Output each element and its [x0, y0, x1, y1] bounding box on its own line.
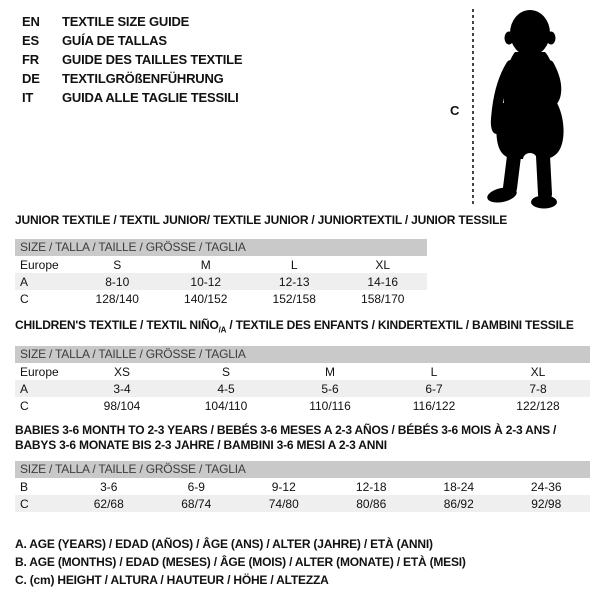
section-title-babies — [15, 423, 556, 453]
title-subscript: /A — [218, 325, 227, 335]
table-cell: 10-12 — [190, 274, 222, 289]
table-cell: C — [20, 496, 29, 511]
table-cell: 18-24 — [443, 479, 475, 494]
language-code: FR — [22, 52, 39, 67]
table-cell: S — [113, 257, 122, 272]
table-cell: 14-16 — [367, 274, 399, 289]
table-cell: XL — [530, 364, 546, 379]
table-cell: 92/98 — [531, 496, 562, 511]
guide-title: GUIDA ALLE TAGLIE TESSILI — [62, 90, 239, 105]
table-cell: 24-36 — [530, 479, 562, 494]
list-item — [22, 12, 242, 31]
guide-title: GUÍA DE TALLAS — [62, 33, 167, 48]
table-cell: C — [20, 291, 29, 306]
children-size-table — [15, 346, 590, 414]
table-row — [15, 380, 590, 397]
table-cell: S — [221, 364, 230, 379]
table-cell: XS — [113, 364, 130, 379]
table-row — [15, 495, 590, 512]
table-row — [15, 290, 427, 307]
table-cell: 74/80 — [268, 496, 299, 511]
section-title-junior: JUNIOR TEXTILE / TEXTIL JUNIOR/ TEXTILE JUNIOR / JUNIORTEXTIL / JUNIOR TESSILE — [15, 213, 508, 227]
table-cell: Europe — [20, 364, 59, 379]
table-cell: L — [290, 257, 298, 272]
guide-title: GUIDE DES TAILLES TEXTILE — [62, 52, 243, 67]
list-item — [22, 88, 242, 107]
table-cell: 5-6 — [321, 381, 339, 396]
title-text: CHILDREN'S TEXTILE / TEXTIL NIÑO — [15, 318, 219, 332]
table-cell: 6-9 — [187, 479, 205, 494]
list-item — [22, 50, 242, 69]
height-measure-label: C — [450, 103, 460, 118]
table-cell: 8-10 — [105, 274, 130, 289]
guide-title: TEXTILE SIZE GUIDE — [62, 14, 190, 29]
table-cell: A — [20, 381, 29, 396]
section-title-children — [15, 318, 574, 337]
title-line: BABIES 3-6 MONTH TO 2-3 YEARS / BEBÉS 3-6 MESES A 2-3 AÑOS / BÉBÉS 3-6 MOIS À 2-3 ANS / — [15, 423, 557, 437]
table-cell: 12-13 — [278, 274, 310, 289]
table-cell: Europe — [20, 257, 59, 272]
table-row — [15, 256, 427, 273]
table-cell: L — [430, 364, 438, 379]
junior-size-table — [15, 239, 427, 307]
table-cell: 80/86 — [356, 496, 387, 511]
table-cell: 68/74 — [181, 496, 212, 511]
table-cell: 9-12 — [271, 479, 296, 494]
table-cell: 152/158 — [272, 291, 316, 306]
toddler-silhouette-image — [483, 8, 578, 210]
table-cell: 122/128 — [516, 398, 560, 413]
table-cell: 140/152 — [184, 291, 228, 306]
table-row — [15, 397, 590, 414]
table-row — [15, 363, 590, 380]
language-code: IT — [22, 90, 34, 105]
table-cell: 86/92 — [443, 496, 474, 511]
language-title-list — [22, 12, 242, 107]
table-cell: 3-6 — [100, 479, 118, 494]
table-cell: 128/140 — [95, 291, 139, 306]
table-cell: B — [20, 479, 29, 494]
table-cell: C — [20, 398, 29, 413]
language-code: ES — [22, 33, 39, 48]
height-measure-dashed-line — [472, 9, 474, 206]
table-cell: 12-18 — [355, 479, 387, 494]
title-text: / TEXTILE DES ENFANTS / KINDERTEXTIL / BAMBINI TESSILE — [226, 318, 574, 332]
size-header-bar: SIZE / TALLA / TAILLE / GRÖSSE / TAGLIA — [15, 461, 590, 478]
table-cell: 104/110 — [204, 398, 248, 413]
legend-note-c: C. (cm) HEIGHT / ALTURA / HAUTEUR / HÖHE / ALTEZZA — [15, 573, 329, 587]
table-cell: M — [325, 364, 335, 379]
table-row — [15, 273, 427, 290]
language-code: DE — [22, 71, 40, 86]
table-cell: 3-4 — [113, 381, 131, 396]
table-cell: 110/116 — [309, 398, 351, 413]
table-cell: XL — [375, 257, 391, 272]
table-cell: 4-5 — [217, 381, 235, 396]
table-cell: 7-8 — [529, 381, 547, 396]
legend-note-b: B. AGE (MONTHS) / EDAD (MESES) / ÂGE (MOIS) / ALTER (MONATE) / ETÀ (MESI) — [15, 555, 466, 569]
table-cell: 116/122 — [412, 398, 456, 413]
table-cell: 62/68 — [93, 496, 124, 511]
title-line: BABYS 3-6 MONATE BIS 2-3 JAHRE / BAMBINI 3-6 MESI A 2-3 ANNI — [15, 438, 387, 452]
guide-title: TEXTILGRÖßENFÜHRUNG — [62, 71, 224, 86]
table-cell: 98/104 — [103, 398, 141, 413]
table-cell: 6-7 — [425, 381, 443, 396]
table-cell: 158/170 — [361, 291, 405, 306]
table-cell: A — [20, 274, 29, 289]
legend-note-a: A. AGE (YEARS) / EDAD (AÑOS) / ÂGE (ANS) / ALTER (JAHRE) / ETÀ (ANNI) — [15, 537, 433, 551]
legend-notes — [15, 535, 466, 589]
list-item — [22, 69, 242, 88]
babies-size-table — [15, 461, 590, 512]
language-code: EN — [22, 14, 40, 29]
table-row — [15, 478, 590, 495]
size-header-bar: SIZE / TALLA / TAILLE / GRÖSSE / TAGLIA — [15, 346, 590, 363]
list-item — [22, 31, 242, 50]
table-cell: M — [200, 257, 211, 272]
size-header-bar: SIZE / TALLA / TAILLE / GRÖSSE / TAGLIA — [15, 239, 427, 256]
